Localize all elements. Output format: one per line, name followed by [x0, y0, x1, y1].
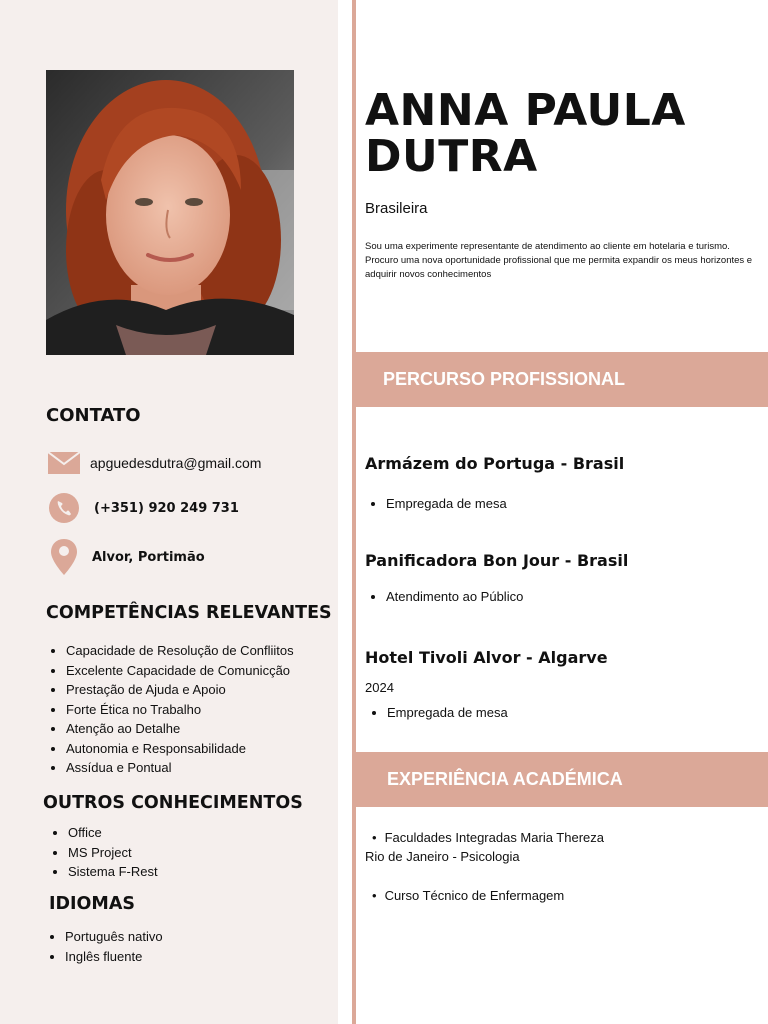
- list-item: • Atenção ao Detalhe: [66, 719, 294, 739]
- other-knowledge-heading: OUTROS CONHECIMENTOS: [43, 793, 303, 813]
- list-item: • Autonomia e Responsabilidade: [66, 739, 294, 759]
- academic-entry: [365, 828, 604, 866]
- envelope-icon: [48, 447, 80, 479]
- map-pin-icon: [48, 541, 80, 573]
- languages-list: [45, 927, 163, 966]
- skills-list: [46, 641, 294, 778]
- academic-entry: [365, 888, 564, 903]
- professional-heading: PERCURSO PROFISSIONAL: [383, 369, 626, 389]
- name-line-1: ANNA PAULA: [365, 85, 686, 136]
- job-title: Hotel Tivoli Alvor - Algarve: [365, 648, 608, 667]
- contact-heading: CONTATO: [46, 405, 141, 426]
- job-title: Panificadora Bon Jour - Brasil: [365, 551, 629, 570]
- candidate-name: [365, 85, 686, 182]
- name-line-2: DUTRA: [365, 131, 538, 182]
- professional-band: [356, 352, 768, 407]
- skills-heading: COMPETÊNCIAS RELEVANTES: [46, 603, 332, 623]
- phone-icon: [48, 492, 80, 524]
- email-link[interactable]: apguedesdutra@gmail.com: [90, 455, 262, 471]
- job-duties: [365, 495, 507, 513]
- list-item: • Forte Ética no Trabalho: [66, 700, 294, 720]
- list-item: • Assídua e Pontual: [66, 758, 294, 778]
- job-duties: [366, 704, 508, 722]
- nationality: Brasileira: [365, 200, 428, 217]
- list-item: • Empregada de mesa: [387, 704, 508, 722]
- academic-heading: EXPERIÊNCIA ACADÉMICA: [387, 769, 623, 789]
- bullet-icon: •: [372, 888, 377, 903]
- list-item: • Empregada de mesa: [386, 495, 507, 513]
- location-text: Alvor, Portimão: [92, 549, 205, 565]
- academic-course: Curso Técnico de Enfermagem: [384, 888, 565, 903]
- list-item: • Capacidade de Resolução de Confliitos: [66, 641, 294, 661]
- list-item: • MS Project: [68, 843, 158, 863]
- bullet-icon: •: [372, 830, 377, 845]
- phone-link[interactable]: (+351) 920 249 731: [94, 500, 239, 516]
- list-item: • Sistema F-Rest: [68, 862, 158, 882]
- contact-location-row: [48, 541, 205, 573]
- job-year: 2024: [365, 680, 394, 695]
- list-item: • Português nativo: [65, 927, 163, 947]
- job-duties: [365, 588, 523, 606]
- contact-email-row: [48, 447, 261, 479]
- list-item: • Inglês fluente: [65, 947, 163, 967]
- academic-institution: Faculdades Integradas Maria Thereza: [384, 830, 605, 845]
- profile-photo: [46, 70, 294, 355]
- academic-band: [356, 752, 768, 807]
- academic-detail: Rio de Janeiro - Psicologia: [365, 849, 520, 864]
- list-item: • Atendimento ao Público: [386, 588, 523, 606]
- list-item: • Excelente Capacidade de Comunicção: [66, 661, 294, 681]
- list-item: • Prestação de Ajuda e Apoio: [66, 680, 294, 700]
- languages-heading: IDIOMAS: [49, 894, 135, 914]
- profile-summary: Sou uma experimente representante de atendimento ao cliente em hotelaria e turismo. Procuro uma nova oportunidade profissional que me permita expandir os meus horizontes e adquirir novos conhecimentos: [365, 241, 753, 280]
- accent-divider: [352, 0, 356, 1024]
- job-title: Armázem do Portuga - Brasil: [365, 454, 625, 473]
- other-knowledge-list: [48, 823, 158, 882]
- list-item: • Office: [68, 823, 158, 843]
- contact-phone-row: [48, 492, 239, 524]
